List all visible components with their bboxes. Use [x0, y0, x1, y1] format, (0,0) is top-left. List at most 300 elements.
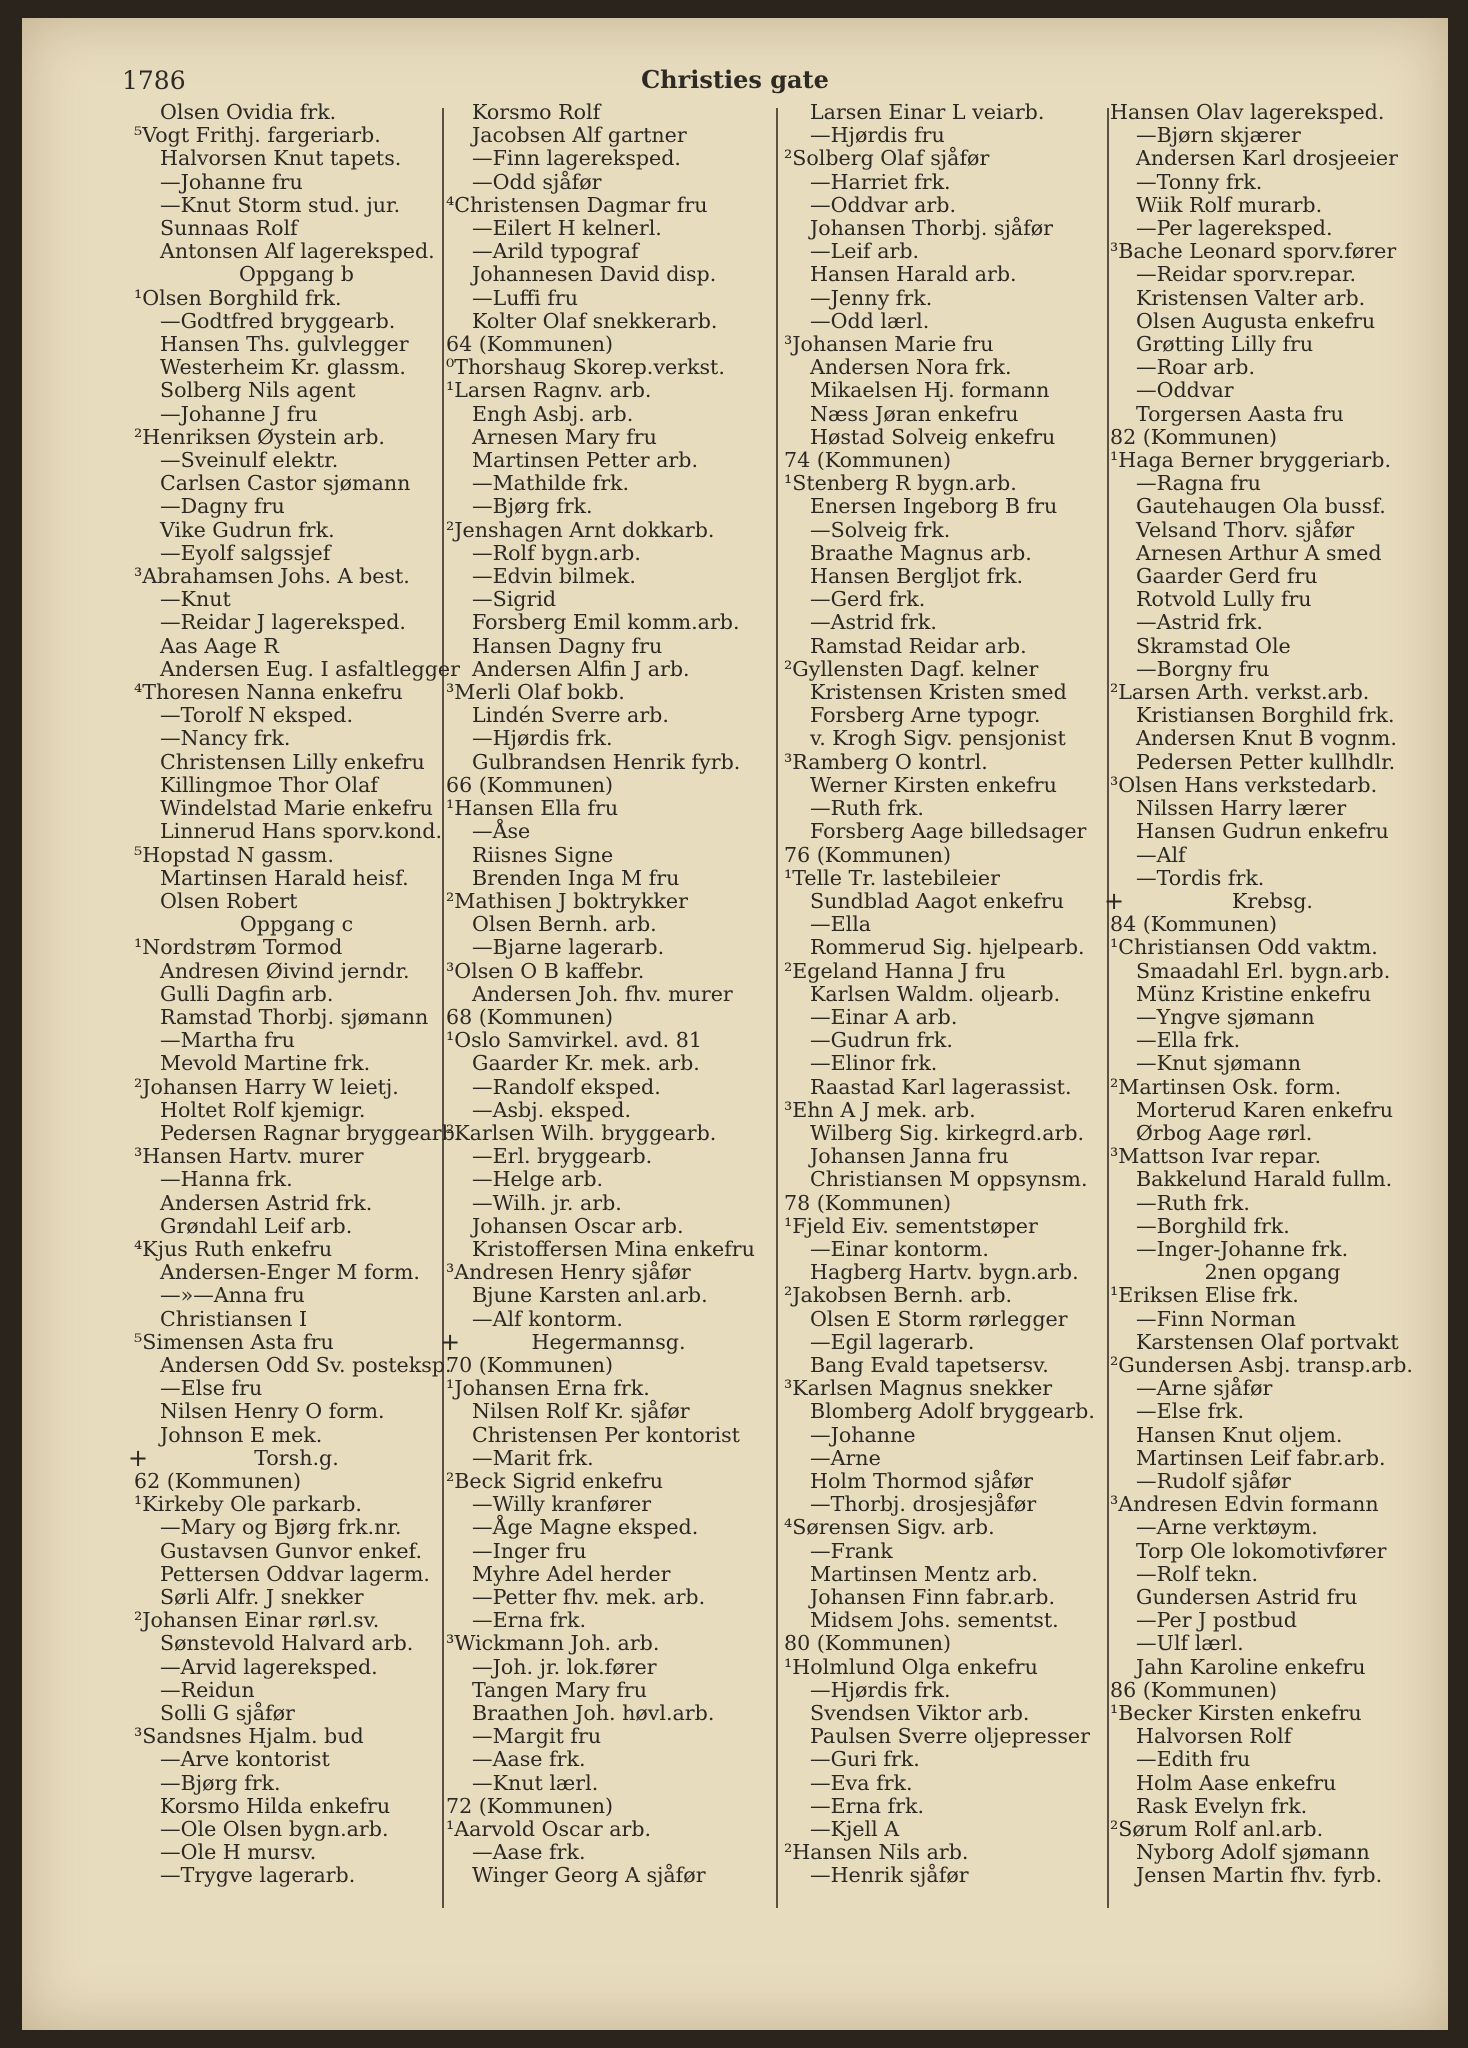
resident-entry: Kolter Olaf snekkerarb. — [472, 308, 718, 333]
resident-entry: Holtet Rolf kjemigr. — [160, 1097, 366, 1122]
resident-entry: —Rolf bygn.arb. — [472, 540, 641, 565]
house-number-heading: 82 (Kommunen) — [1110, 424, 1278, 449]
resident-entry: Gautehaugen Ola bussf. — [1136, 494, 1386, 519]
resident-entry: Münz Kristine enkefru — [1136, 981, 1372, 1006]
resident-entry: Lindén Sverre arb. — [472, 703, 669, 728]
floor-entry: ²Johansen Harry W leietj. — [134, 1074, 399, 1099]
resident-entry: —Per J postbud — [1136, 1608, 1297, 1633]
resident-entry: Wilberg Sig. kirkegrd.arb. — [810, 1120, 1085, 1145]
resident-entry: Wiik Rolf murarb. — [1136, 192, 1323, 217]
house-number-heading: 66 (Kommunen) — [446, 772, 614, 797]
resident-entry: Andersen-Enger M form. — [160, 1260, 420, 1285]
resident-entry: Torgersen Aasta fru — [1136, 401, 1344, 426]
resident-entry: —Roar arb. — [1136, 355, 1256, 380]
resident-entry: —Inger fru — [472, 1538, 587, 1563]
resident-entry: —Marit frk. — [472, 1445, 594, 1470]
resident-entry: Mevold Martine frk. — [160, 1051, 371, 1076]
house-number-heading: 76 (Kommunen) — [784, 842, 952, 867]
floor-entry: ⁴Thoresen Nanna enkefru — [134, 680, 403, 705]
resident-entry: —Bjørg frk. — [160, 1770, 281, 1795]
resident-entry: Olsen Robert — [160, 888, 298, 913]
resident-entry: Arnesen Arthur A smed — [1136, 540, 1382, 565]
resident-entry: —Inger-Johanne frk. — [1136, 1236, 1349, 1261]
resident-entry: Nilsen Rolf Kr. sjåfør — [472, 1399, 690, 1424]
resident-entry: Christiansen I — [160, 1306, 308, 1331]
floor-entry: ¹Haga Berner bryggeriarb. — [1110, 448, 1392, 473]
resident-entry: Andersen Eug. I asfaltlegger — [160, 656, 460, 681]
resident-entry: Halvorsen Knut tapets. — [160, 146, 402, 171]
floor-entry: ³Andresen Henry sjåfør — [446, 1260, 691, 1285]
floor-entry: ²Henriksen Øystein arb. — [134, 424, 385, 449]
resident-entry: Christensen Per kontorist — [472, 1422, 740, 1447]
street-name: Krebsg. — [1232, 888, 1313, 913]
street-name: Hegermannsg. — [531, 1329, 686, 1354]
resident-entry: —Margit fru — [472, 1724, 602, 1749]
street-name: Torsh.g. — [254, 1445, 339, 1470]
resident-entry: Sørli Alfr. J snekker — [160, 1585, 364, 1609]
house-number-heading: 86 (Kommunen) — [1110, 1677, 1278, 1702]
resident-entry: —Else frk. — [1136, 1399, 1245, 1424]
resident-entry: Olsen Bernh. arb. — [472, 912, 657, 937]
floor-entry: ²Gundersen Asbj. transp.arb. — [1110, 1352, 1413, 1377]
floor-entry: ²Beck Sigrid enkefru — [446, 1468, 664, 1493]
resident-entry: —Erl. bryggearb. — [472, 1144, 653, 1169]
resident-entry: Raastad Karl lagerassist. — [810, 1074, 1072, 1099]
resident-entry: Bakkelund Harald fullm. — [1136, 1167, 1393, 1192]
resident-entry: Gundersen Astrid fru — [1136, 1585, 1358, 1609]
resident-entry: —Arne sjåfør — [1136, 1376, 1273, 1401]
floor-entry: ¹Larsen Ragnv. arb. — [446, 378, 652, 403]
resident-entry: —Godtfred bryggearb. — [160, 308, 396, 333]
resident-entry: —Frank — [810, 1538, 893, 1563]
floor-entry: ¹Nordstrøm Tormod — [134, 935, 343, 960]
floor-entry: ³Bache Leonard sporv.fører — [1110, 239, 1397, 264]
resident-entry: Brenden Inga M fru — [472, 865, 680, 890]
floor-entry: ¹Kirkeby Ole parkarb. — [134, 1492, 362, 1517]
resident-entry: Andresen Øivind jerndr. — [160, 958, 410, 983]
resident-entry: Windelstad Marie enkefru — [160, 796, 433, 821]
resident-entry: —Johanne fru — [160, 169, 303, 194]
resident-entry: —Åse — [472, 819, 531, 844]
floor-entry: ¹Hansen Ella fru — [446, 796, 619, 821]
resident-entry: Johansen Oscar arb. — [472, 1213, 684, 1238]
resident-entry: Engh Asbj. arb. — [472, 401, 634, 426]
resident-entry: Rotvold Lully fru — [1136, 587, 1312, 612]
resident-entry: —Arne — [810, 1445, 881, 1470]
resident-entry: Vike Gudrun frk. — [160, 517, 335, 542]
resident-entry: Ramstad Reidar arb. — [810, 633, 1027, 658]
resident-entry: Pettersen Oddvar lagerm. — [160, 1561, 430, 1586]
resident-entry: —Rolf tekn. — [1136, 1561, 1259, 1586]
floor-entry: ⁵Simensen Asta fru — [134, 1329, 334, 1354]
resident-entry: Olsen Augusta enkefru — [1136, 308, 1376, 333]
resident-entry: Rask Evelyn frk. — [1136, 1793, 1308, 1818]
resident-entry: Jacobsen Alf gartner — [472, 123, 687, 148]
resident-entry: —Ruth frk. — [810, 796, 924, 821]
column-1 — [128, 100, 462, 1888]
resident-entry: —Dagny fru — [160, 494, 285, 519]
floor-entry: ²Jakobsen Bernh. arb. — [784, 1283, 1013, 1308]
resident-entry: —Erna frk. — [472, 1608, 587, 1633]
resident-entry: —Asbj. eksped. — [472, 1097, 632, 1122]
floor-entry: ²Jenshagen Arnt dokkarb. — [446, 517, 715, 542]
resident-entry: Sundblad Aagot enkefru — [810, 888, 1064, 913]
resident-entry: —Luffi fru — [472, 285, 579, 310]
resident-entry: —Reidar J lagereksped. — [160, 610, 406, 635]
resident-entry: —Einar kontorm. — [810, 1236, 989, 1261]
resident-entry: —Trygve lagerarb. — [160, 1863, 356, 1888]
floor-entry: ³Andresen Edvin formann — [1110, 1492, 1379, 1517]
house-number-heading: 64 (Kommunen) — [446, 332, 614, 357]
resident-entry: —Knut — [160, 587, 231, 612]
resident-entry: Linnerud Hans sporv.kond. — [160, 819, 443, 844]
resident-entry: Torp Ole lokomotivfører — [1136, 1538, 1387, 1563]
resident-entry: Myhre Adel herder — [472, 1561, 671, 1586]
resident-entry: —Odd sjåfør — [472, 169, 602, 194]
resident-entry: Gaarder Gerd fru — [1136, 564, 1318, 589]
resident-entry: —Borgny fru — [1136, 656, 1270, 681]
resident-entry: Svendsen Viktor arb. — [810, 1701, 1030, 1726]
resident-entry: Holm Aase enkefru — [1136, 1770, 1337, 1795]
running-head: Christies gate — [641, 65, 829, 94]
resident-entry: —Bjørn skjærer — [1136, 123, 1301, 148]
cross-icon: + — [1104, 886, 1125, 915]
resident-entry: Andersen Alfin J arb. — [472, 656, 690, 681]
resident-entry: —Astrid frk. — [810, 610, 937, 635]
stairwell-heading: 2nen opgang — [1204, 1260, 1341, 1285]
resident-entry: —Ole H mursv. — [160, 1840, 317, 1865]
floor-entry: ²Larsen Arth. verkst.arb. — [1110, 680, 1370, 705]
resident-entry: Bang Evald tapetsersv. — [810, 1352, 1049, 1377]
resident-entry: Hagberg Hartv. bygn.arb. — [810, 1260, 1079, 1285]
resident-entry: —Oddvar — [1136, 378, 1234, 403]
resident-entry: —Helge arb. — [472, 1167, 604, 1192]
resident-entry: —Randolf eksped. — [472, 1074, 661, 1099]
resident-entry: Pedersen Petter kullhdlr. — [1136, 749, 1396, 774]
resident-entry: —Jenny frk. — [810, 285, 933, 310]
resident-entry: —Knut sjømann — [1136, 1051, 1302, 1076]
house-number-heading: 84 (Kommunen) — [1110, 912, 1278, 937]
resident-entry: —Mary og Bjørg frk.nr. — [160, 1515, 402, 1540]
resident-entry: —Nancy frk. — [160, 726, 291, 751]
resident-entry: Jensen Martin fhv. fyrb. — [1136, 1863, 1383, 1888]
resident-entry: —Edith fru — [1136, 1747, 1251, 1772]
resident-entry: Andersen Odd Sv. posteksp. — [160, 1352, 452, 1377]
resident-entry: Tangen Mary fru — [472, 1677, 647, 1702]
resident-entry: Aas Aage R — [160, 633, 279, 658]
resident-entry: —Knut lærl. — [472, 1770, 599, 1795]
floor-entry: ¹Oslo Samvirkel. avd. 81 — [446, 1028, 702, 1053]
resident-entry: —Astrid frk. — [1136, 610, 1263, 635]
resident-entry: Skramstad Ole — [1136, 633, 1291, 658]
resident-entry: Westerheim Kr. glassm. — [160, 355, 406, 380]
floor-entry: ²Solberg Olaf sjåfør — [784, 146, 990, 171]
floor-entry: ¹Telle Tr. lastebileier — [784, 865, 1000, 890]
resident-entry: —Finn lagereksped. — [472, 146, 681, 171]
resident-entry: Nyborg Adolf sjømann — [1136, 1840, 1370, 1865]
resident-entry: Sunnaas Rolf — [160, 216, 298, 241]
resident-entry: Grøtting Lilly fru — [1136, 332, 1314, 357]
resident-entry: —Harriet frk. — [810, 169, 951, 194]
resident-entry: Ørbog Aage rørl. — [1136, 1120, 1313, 1145]
resident-entry: —Hjørdis frk. — [472, 726, 613, 751]
resident-entry: Carlsen Castor sjømann — [160, 471, 411, 496]
resident-entry: —Kjell A — [810, 1817, 900, 1842]
resident-entry: Smaadahl Erl. bygn.arb. — [1136, 958, 1391, 983]
resident-entry: Martinsen Harald heisf. — [160, 865, 409, 890]
resident-entry: Andersen Knut B vognm. — [1136, 726, 1397, 751]
resident-entry: —Egil lagerarb. — [810, 1329, 975, 1354]
resident-entry: Hansen Ths. gulvlegger — [160, 332, 409, 357]
resident-entry: Forsberg Aage billedsager — [810, 819, 1087, 844]
cross-icon: + — [440, 1327, 461, 1356]
resident-entry: —Alf — [1136, 842, 1186, 867]
floor-entry: ¹Holmlund Olga enkefru — [784, 1654, 1038, 1679]
resident-entry: —Alf kontorm. — [472, 1306, 623, 1331]
resident-entry: —Eilert H kelnerl. — [472, 216, 662, 241]
house-number-heading: 70 (Kommunen) — [446, 1352, 614, 1377]
resident-entry: Næss Jøran enkefru — [810, 401, 1019, 426]
resident-entry: —Bjarne lagerarb. — [472, 935, 665, 960]
floor-entry: ³Mattson Ivar repar. — [1110, 1144, 1322, 1169]
resident-entry: —Wilh. jr. arb. — [472, 1190, 622, 1215]
column-rule — [776, 108, 778, 1908]
resident-entry: —Mathilde frk. — [472, 471, 630, 496]
stairwell-heading: Oppgang b — [239, 262, 354, 287]
resident-entry: —Ruth frk. — [1136, 1190, 1250, 1215]
resident-entry: Christiansen M oppsynsm. — [810, 1167, 1088, 1192]
resident-entry: Hansen Dagny fru — [472, 633, 663, 658]
resident-entry: —Ulf lærl. — [1136, 1631, 1244, 1656]
column-4 — [1104, 100, 1435, 1888]
resident-entry: Sønstevold Halvard arb. — [160, 1631, 414, 1656]
resident-entry: Grøndahl Leif arb. — [160, 1213, 353, 1238]
resident-entry: Gustavsen Gunvor enkef. — [160, 1538, 422, 1563]
resident-entry: —»—Anna fru — [160, 1283, 305, 1308]
floor-entry: ³Abrahamsen Johs. A best. — [134, 564, 410, 589]
resident-entry: Høstad Solveig enkefru — [810, 424, 1056, 449]
resident-entry: —Petter fhv. mek. arb. — [472, 1585, 706, 1609]
resident-entry: —Eva frk. — [810, 1770, 913, 1795]
stairwell-heading: Oppgang c — [239, 912, 354, 937]
resident-entry: —Per lagereksped. — [1136, 216, 1333, 241]
house-number-heading: 62 (Kommunen) — [134, 1468, 302, 1493]
floor-entry: ²Sørum Rolf anl.arb. — [1110, 1817, 1324, 1842]
resident-entry: Johannesen David disp. — [472, 262, 717, 287]
resident-entry: —Arvid lagereksped. — [160, 1654, 378, 1679]
resident-entry: Martinsen Leif fabr.arb. — [1136, 1445, 1386, 1470]
floor-entry: ¹Aarvold Oscar arb. — [446, 1817, 652, 1842]
resident-entry: Bjune Karsten anl.arb. — [472, 1283, 708, 1308]
resident-entry: —Gerd frk. — [810, 587, 926, 612]
resident-entry: Midsem Johs. sementst. — [810, 1608, 1059, 1633]
floor-entry: ⁵Hopstad N gassm. — [134, 842, 334, 867]
resident-entry: —Reidar sporv.repar. — [1136, 262, 1357, 287]
resident-entry: Winger Georg A sjåfør — [472, 1863, 706, 1888]
floor-entry: ¹Johansen Erna frk. — [446, 1376, 650, 1401]
resident-entry: —Torolf N eksped. — [160, 703, 354, 728]
floor-entry: ⁴Kjus Ruth enkefru — [134, 1236, 333, 1261]
resident-entry: Nilssen Harry lærer — [1136, 796, 1347, 821]
directory-page — [22, 18, 1448, 2030]
resident-entry: Martinsen Petter arb. — [472, 448, 698, 473]
resident-entry: Kristensen Kristen smed — [810, 680, 1067, 705]
house-number-heading: 72 (Kommunen) — [446, 1793, 614, 1818]
floor-entry: ²Karlsen Wilh. bryggearb. — [446, 1120, 717, 1145]
resident-entry: —Joh. jr. lok.fører — [472, 1654, 657, 1679]
resident-entry: —Oddvar arb. — [810, 192, 956, 217]
resident-entry: Forsberg Arne typogr. — [810, 703, 1041, 728]
resident-entry: Mikaelsen Hj. formann — [810, 378, 1050, 403]
resident-entry: Korsmo Rolf — [472, 100, 601, 124]
resident-entry: Solli G sjåfør — [160, 1701, 295, 1726]
resident-entry: Velsand Thorv. sjåfør — [1136, 517, 1355, 542]
resident-entry: —Rudolf sjåfør — [1136, 1468, 1291, 1493]
resident-entry: Karstensen Olaf portvakt — [1136, 1329, 1399, 1354]
floor-entry: ¹Olsen Borghild frk. — [134, 285, 342, 310]
resident-entry: Solberg Nils agent — [160, 378, 356, 403]
floor-entry: ²Egeland Hanna J fru — [784, 958, 1006, 983]
resident-entry: Karlsen Waldm. oljearb. — [810, 981, 1061, 1006]
resident-entry: v. Krogh Sigv. pensjonist — [810, 726, 1066, 751]
resident-entry: —Finn Norman — [1136, 1306, 1296, 1331]
resident-entry: Killingmoe Thor Olaf — [160, 772, 378, 797]
resident-entry: —Willy kranfører — [472, 1492, 652, 1517]
resident-entry: Andersen Karl drosjeeier — [1136, 146, 1398, 171]
resident-entry: Larsen Einar L veiarb. — [810, 100, 1045, 124]
resident-entry: —Guri frk. — [810, 1747, 920, 1772]
resident-entry: Rommerud Sig. hjelpearb. — [810, 935, 1085, 960]
resident-entry: Johansen Finn fabr.arb. — [810, 1585, 1056, 1609]
resident-entry: Riisnes Signe — [472, 842, 614, 867]
resident-entry: Blomberg Adolf bryggearb. — [810, 1399, 1095, 1424]
resident-entry: —Reidun — [160, 1677, 255, 1702]
resident-entry: Hansen Gudrun enkefru — [1136, 819, 1389, 844]
resident-entry: —Martha fru — [160, 1028, 295, 1053]
floor-entry: ²Gyllensten Dagf. kelner — [784, 656, 1039, 681]
resident-entry: —Ella frk. — [1136, 1028, 1241, 1053]
resident-entry: Johnson E mek. — [160, 1422, 323, 1447]
floor-entry: ³Ehn A J mek. arb. — [784, 1097, 976, 1122]
resident-entry: Enersen Ingeborg B fru — [810, 494, 1058, 519]
resident-entry: Andersen Nora frk. — [810, 355, 1012, 380]
resident-entry: —Gudrun frk. — [810, 1028, 953, 1053]
resident-entry: —Sveinulf elektr. — [160, 448, 339, 473]
resident-entry: Christensen Lilly enkefru — [160, 749, 425, 774]
resident-entry: —Aase frk. — [472, 1840, 586, 1865]
resident-entry: —Edvin bilmek. — [472, 564, 636, 589]
resident-entry: Hansen Knut oljem. — [1136, 1422, 1343, 1447]
resident-entry: Holm Thormod sjåfør — [810, 1468, 1034, 1493]
resident-entry: —Arild typograf — [472, 239, 639, 264]
resident-entry: Kristiansen Borghild frk. — [1136, 703, 1395, 728]
floor-entry: ⁵Vogt Frithj. fargeriarb. — [134, 123, 381, 148]
resident-entry: —Johanne J fru — [160, 401, 318, 426]
cross-street-marker — [440, 1327, 771, 1356]
house-number-heading: 68 (Kommunen) — [446, 1004, 614, 1029]
resident-entry: —Odd lærl. — [810, 308, 930, 333]
floor-entry: ³Olsen Hans verkstedarb. — [1110, 772, 1378, 797]
resident-entry: Morterud Karen enkefru — [1136, 1097, 1393, 1122]
resident-entry: Arnesen Mary fru — [472, 424, 657, 449]
floor-entry: ³Merli Olaf bokb. — [446, 680, 625, 705]
resident-entry: Korsmo Hilda enkefru — [160, 1793, 391, 1818]
floor-entry: ⁴Sørensen Sigv. arb. — [784, 1515, 995, 1540]
floor-entry: ¹Fjeld Eiv. sementstøper — [784, 1213, 1038, 1238]
resident-entry: —Hjørdis fru — [810, 123, 945, 148]
resident-entry: —Einar A arb. — [810, 1004, 958, 1029]
resident-entry: —Ole Olsen bygn.arb. — [160, 1817, 389, 1842]
resident-entry: Antonsen Alf lagereksped. — [160, 239, 435, 264]
resident-entry: Pedersen Ragnar bryggearb. — [160, 1120, 462, 1145]
house-number-heading: Hansen Olav lagereksped. — [1110, 100, 1385, 124]
resident-entry: Nilsen Henry O form. — [160, 1399, 385, 1424]
resident-entry: —Ragna fru — [1136, 471, 1261, 496]
floor-entry: ³Johansen Marie fru — [784, 332, 994, 357]
resident-entry: Werner Kirsten enkefru — [810, 772, 1057, 797]
resident-entry: Andersen Astrid frk. — [160, 1190, 373, 1215]
house-number-heading: 80 (Kommunen) — [784, 1631, 952, 1656]
cross-icon: + — [128, 1443, 149, 1472]
resident-entry: Jahn Karoline enkefru — [1136, 1654, 1366, 1679]
floor-entry: ³Karlsen Magnus snekker — [784, 1376, 1053, 1401]
resident-entry: Paulsen Sverre oljepresser — [810, 1724, 1090, 1749]
column-3 — [784, 101, 1109, 1888]
resident-entry: Olsen Ovidia frk. — [160, 100, 337, 124]
floor-entry: ²Hansen Nils arb. — [784, 1840, 969, 1865]
resident-entry: Braathen Joh. høvl.arb. — [472, 1701, 715, 1726]
resident-entry: —Yngve sjømann — [1136, 1004, 1315, 1029]
resident-entry: Kristoffersen Mina enkefru — [472, 1236, 755, 1261]
resident-entry: Braathe Magnus arb. — [810, 540, 1032, 565]
floor-entry: ³Wickmann Joh. arb. — [446, 1631, 660, 1656]
resident-entry: Kristensen Valter arb. — [1136, 285, 1366, 310]
floor-entry: ¹Eriksen Elise frk. — [1110, 1283, 1299, 1308]
resident-entry: —Knut Storm stud. jur. — [160, 192, 401, 217]
page-header — [22, 18, 1448, 98]
floor-entry: ³Sandsnes Hjalm. bud — [134, 1724, 364, 1749]
resident-entry: Halvorsen Rolf — [1136, 1724, 1292, 1749]
resident-entry: Ramstad Thorbj. sjømann — [160, 1004, 429, 1029]
cross-street-marker — [128, 1443, 459, 1472]
cross-street-marker — [1104, 886, 1435, 915]
resident-entry: —Bjørg frk. — [472, 494, 593, 519]
resident-entry: —Åge Magne eksped. — [472, 1515, 699, 1540]
resident-entry: —Eyolf salgssjef — [160, 540, 331, 565]
house-number-heading: 74 (Kommunen) — [784, 448, 952, 473]
resident-entry: Olsen E Storm rørlegger — [810, 1306, 1068, 1331]
resident-entry: Gaarder Kr. mek. arb. — [472, 1051, 700, 1076]
resident-entry: Andersen Joh. fhv. murer — [472, 981, 733, 1006]
resident-entry: —Thorbj. drosjesjåfør — [810, 1492, 1037, 1517]
column-2 — [440, 100, 771, 1888]
resident-entry: —Borghild frk. — [1136, 1213, 1290, 1238]
floor-entry: ⁴Christensen Dagmar fru — [446, 192, 708, 217]
resident-entry: —Sigrid — [472, 587, 557, 612]
resident-entry: —Henrik sjåfør — [810, 1863, 969, 1888]
floor-entry: ³Olsen O B kaffebr. — [446, 958, 645, 983]
resident-entry: —Ella — [810, 912, 872, 937]
resident-entry: —Else fru — [160, 1376, 263, 1401]
resident-entry: Forsberg Emil komm.arb. — [472, 610, 740, 635]
resident-entry: —Erna frk. — [810, 1793, 925, 1818]
resident-entry: —Tordis frk. — [1136, 865, 1265, 890]
page-number: 1786 — [122, 66, 186, 95]
resident-entry: —Solveig frk. — [810, 517, 951, 542]
resident-entry: Hansen Bergljot frk. — [810, 564, 1024, 589]
resident-entry: Gulli Dagfin arb. — [160, 981, 334, 1006]
resident-entry: Martinsen Mentz arb. — [810, 1561, 1038, 1586]
